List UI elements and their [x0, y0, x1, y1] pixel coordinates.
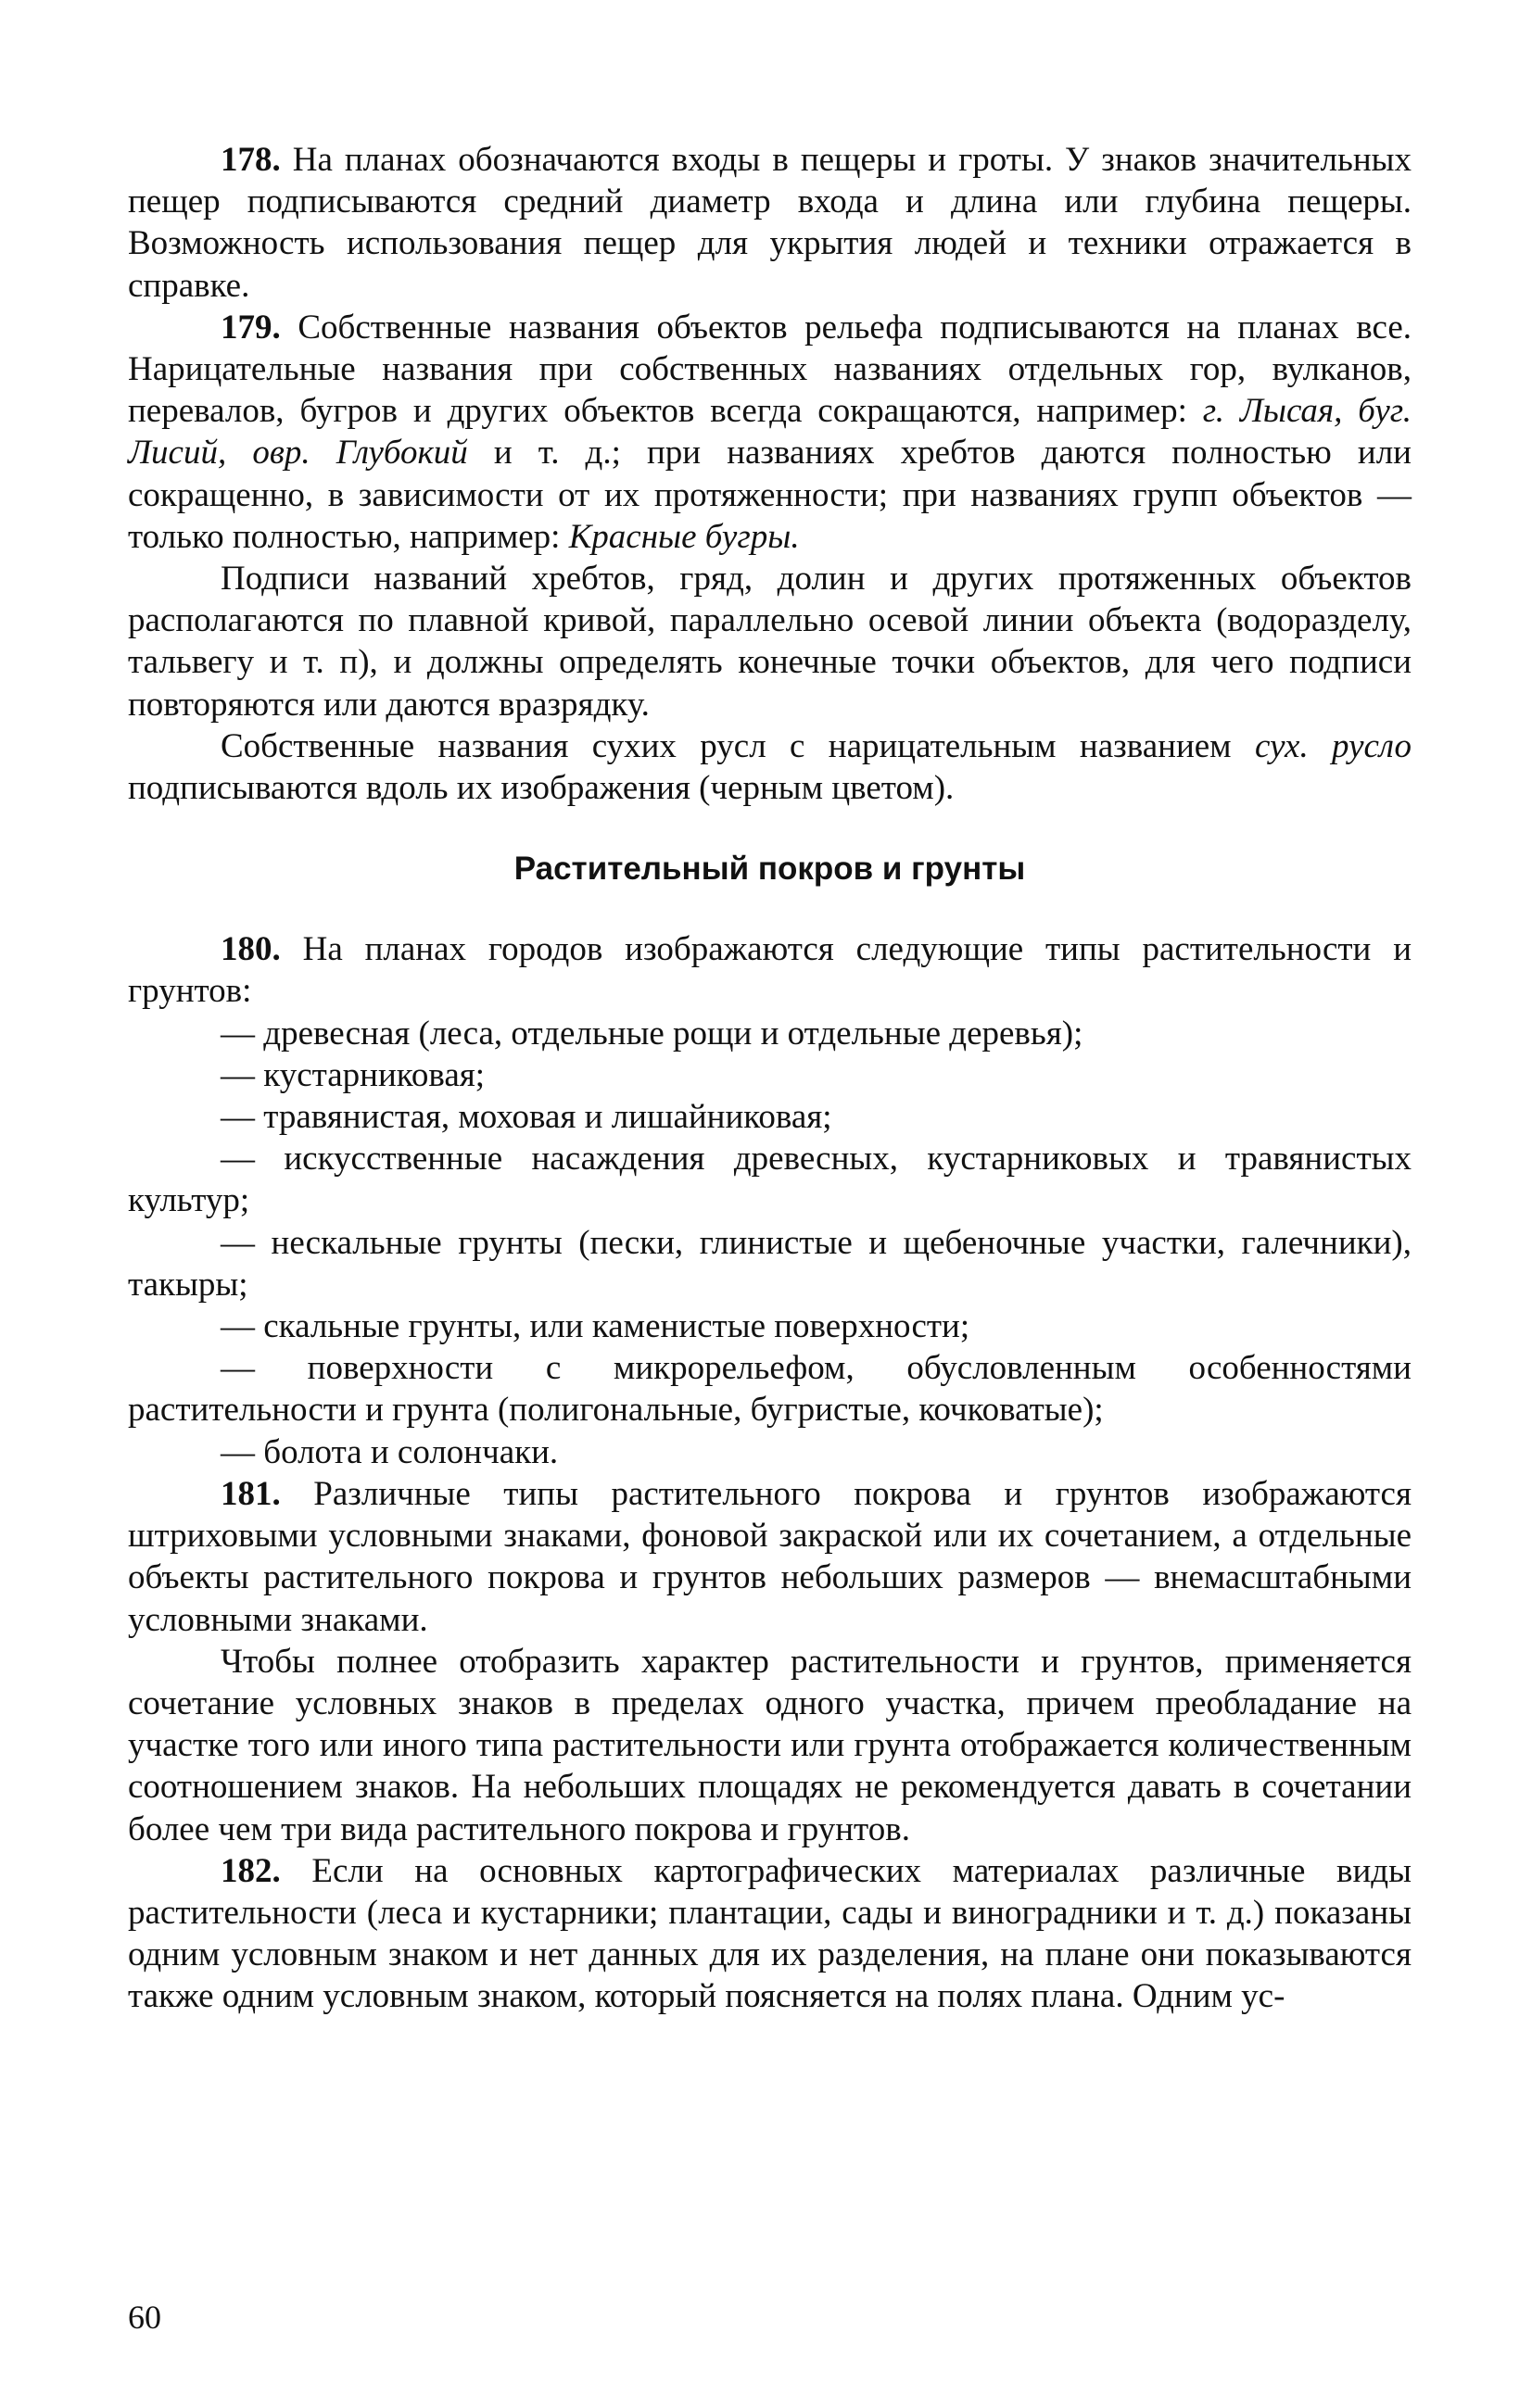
paragraph-number: 179. [221, 308, 281, 347]
section-heading: Растительный покров и грунты [513, 851, 1026, 888]
list-item: — нескальные грунты (пески, глинистые и щебеночные участки, галечники), такыры; [128, 1223, 1412, 1304]
vegetation-type-list [128, 1013, 1412, 1473]
page-number: 60 [128, 2299, 161, 2336]
paragraph-sign-combination: Чтобы полнее отобразить характер растительности и грунтов, применяется сочетание условных знаков в пределах одного участка, причем преобладание на участке того или иного типа растительности или грунта отображается количественным соотношением знаков. На небольших площадях не рекомендуется давать в сочетании более чем три вида растительного покрова и грунтов. [128, 1642, 1412, 1848]
paragraph-text: подписываются вдоль их изображения (черным цветом). [128, 769, 955, 808]
paragraph-text: На планах городов изображаются следующие типы растительности и грунтов: [128, 930, 1412, 1011]
paragraph-text: Если на основных картографических материалах различные виды растительности (леса и кустарники; плантации, сады и виноградники и т. д.) показаны одним условным знаком и нет данных для их разделения, на плане они показываются также одним условным знаком, который поясняется на полях плана. Одним ус- [128, 1851, 1412, 2016]
list-item: — поверхности с микрорельефом, обусловленным особенностями растительности и грунта (полигональные, бугристые, кочковатые); [128, 1349, 1412, 1430]
paragraph-number: 181. [221, 1474, 281, 1513]
paragraph-number: 180. [221, 930, 281, 969]
paragraph-180 [128, 928, 1412, 1012]
paragraph-text: На планах обозначаются входы в пещеры и гроты. У знаков значительных пещер подписываются средний диаметр входа и длина или глубина пещеры. Возможность использования пещер для укрытия людей и техники отражается в справке. [128, 141, 1412, 305]
list-item: — скальные грунты, или каменистые поверхности; [221, 1307, 970, 1346]
paragraph-number: 182. [221, 1851, 281, 1890]
page-body [128, 139, 1412, 2018]
paragraph-181 [128, 1473, 1412, 1641]
list-item: — болота и солончаки. [221, 1432, 559, 1471]
paragraph-178 [128, 139, 1412, 307]
paragraph-dry-channels [128, 725, 1412, 809]
paragraph-text: Собственные названия объектов рельефа подписываются на планах все. Нарицательные названия при собственных названиях отдельных гор, вулканов, перевалов, бугров и других объектов всегда сокращаются, например: [128, 308, 1412, 431]
paragraph-text: Различные типы растительного покрова и грунтов изображаются штриховыми условными знаками, фоновой закраской или их сочетанием, а отдельные объекты растительного покрова и грунтов небольших размеров — внемасштабными условными знаками. [128, 1474, 1412, 1639]
example-names: сух. русло [1254, 726, 1412, 765]
list-item: — древесная (леса, отдельные рощи и отдельные деревья); [221, 1014, 1083, 1053]
paragraph-ridge-labels: Подписи названий хребтов, гряд, долин и других протяженных объектов располагаются по плавной кривой, параллельно осевой линии объекта (водоразделу, тальвегу и т. п), и должны определять конечные точки объектов, для чего подписи повторяются или даются вразрядку. [128, 560, 1412, 724]
paragraph-number: 178. [221, 141, 281, 179]
list-item: — травянистая, моховая и лишайниковая; [221, 1098, 832, 1137]
list-item: — кустарниковая; [221, 1055, 486, 1094]
example-names: Красные бугры. [568, 517, 800, 556]
paragraph-179 [128, 307, 1412, 558]
paragraph-text: Собственные названия сухих русл с нарицательным названием [221, 726, 1255, 765]
paragraph-182 [128, 1850, 1412, 2018]
list-item: — искусственные насаждения древесных, кустарниковых и травянистых культур; [128, 1140, 1412, 1220]
paragraph-text: и т. д.; при названиях хребтов даются полностью или сокращенно, в зависимости от их протяженности; при названиях групп объектов — только полностью, например: [128, 434, 1412, 556]
example-names: г. Лысая, буг. Лисий, овр. Глубокий [128, 392, 1412, 473]
